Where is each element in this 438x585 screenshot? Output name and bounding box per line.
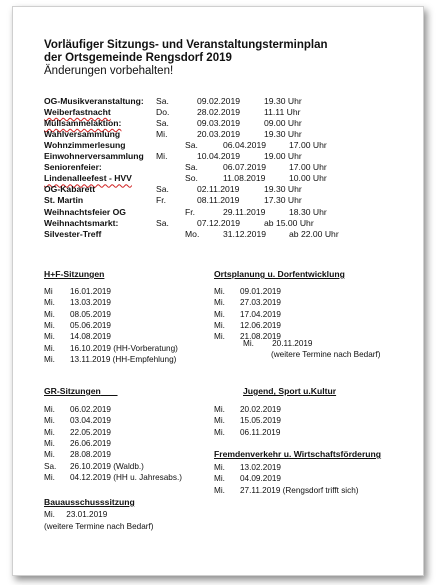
op-row-day: Mi. — [214, 332, 225, 342]
op-row-day: Mi. — [214, 309, 225, 319]
event-date: 09.02.2019 — [197, 96, 241, 106]
op-row — [214, 286, 281, 297]
gr-row — [44, 449, 111, 460]
event-date: 06.04.2019 — [223, 140, 267, 151]
event-day: Sa. — [156, 217, 169, 228]
event-time: 18.30 Uhr — [289, 206, 327, 217]
op-row-text: 27.03.2019 — [240, 298, 281, 308]
gr-row-text: 28.08.2019 — [70, 450, 111, 460]
event-name-text: Wahlversammlung — [44, 129, 121, 140]
hf-row-day: Mi. — [44, 343, 55, 353]
event-date: 02.11.2019 — [197, 184, 240, 195]
jsk-row — [214, 415, 281, 426]
gr-row-day: Mi. — [44, 405, 55, 414]
document-title-line2: der Ortsgemeinde Rengsdorf 2019 — [44, 52, 232, 64]
fvw-row-text: 27.11.2019 (Rengsdorf trifft sich) — [240, 485, 359, 495]
gr-row-day: Mi. — [44, 416, 55, 426]
op-row-text: 12.06.2019 — [240, 321, 281, 331]
hf-row — [44, 331, 111, 342]
ba-note: (weitere Termine nach Bedarf) — [44, 522, 154, 531]
fvw-row-text: 04.09.2019 — [240, 474, 281, 484]
event-time: 09.00 Uhr — [264, 118, 302, 129]
op-row-day: Mi. — [214, 287, 225, 296]
op-row-day: Mi. — [214, 298, 225, 308]
op-row — [214, 297, 281, 308]
gr-section-title: GR-Sitzungen — [44, 386, 101, 396]
event-time: 19.30 Uhr — [264, 184, 302, 195]
hf-row — [44, 309, 111, 320]
event-date: 20.03.2019 — [197, 129, 241, 140]
jsk-row-day: Mi. — [214, 416, 225, 426]
event-name-text: Weiberfastnacht — [44, 107, 111, 118]
event-day: Sa. — [185, 162, 198, 173]
gr-row-day: Mi. — [44, 427, 55, 437]
op-extra-date: Mi. 20.11.2019 — [243, 339, 313, 348]
hf-row-text: 14.08.2019 — [70, 332, 111, 342]
gr-row — [44, 427, 111, 438]
event-name-text: OG-Musikveranstaltung: — [44, 96, 144, 106]
event-name-text: Wohnzimmerlesung — [44, 140, 126, 151]
ba-section-title: Bauausschusssitzung — [44, 497, 135, 507]
op-row-text: 17.04.2019 — [240, 309, 281, 319]
gr-row-day: Mi. — [44, 473, 55, 483]
event-date: 11.08.2019 — [223, 173, 266, 184]
hf-row-day: Mi. — [44, 355, 55, 365]
event-date: 06.07.2019 — [223, 162, 267, 173]
event-date: 08.11.2019 — [197, 195, 240, 206]
hf-row — [44, 354, 176, 365]
gr-row-text: 06.02.2019 — [70, 405, 111, 414]
op-row — [214, 309, 281, 320]
fvw-row-text: 13.02.2019 — [240, 463, 281, 472]
fvw-row — [214, 485, 358, 496]
event-time: ab 15.00 Uhr — [264, 217, 314, 228]
fvw-row-day: Mi. — [214, 485, 225, 495]
gr-row-day: Sa. — [44, 461, 57, 471]
fvw-row — [214, 473, 281, 484]
event-name — [44, 195, 83, 206]
event-day: Sa. — [156, 96, 169, 106]
event-name — [44, 218, 118, 229]
event-name-text: St. Martin — [44, 195, 84, 206]
event-date: 09.03.2019 — [197, 118, 241, 129]
event-date: 07.12.2019 — [197, 217, 241, 228]
event-day: Mi. — [156, 151, 168, 162]
gr-row-text: 04.12.2019 (HH u. Jahresabs.) — [70, 473, 182, 483]
event-name — [44, 151, 144, 162]
hf-row-text: 16.10.2019 (HH-Vorberatung) — [70, 343, 178, 353]
jsk-section-title: Jugend, Sport u.Kultur — [243, 386, 337, 396]
hf-row — [44, 320, 111, 331]
event-name — [44, 107, 111, 118]
event-time: 19.30 Uhr — [264, 129, 302, 140]
op-row-text: 21.08.2019 — [240, 332, 281, 342]
event-name-text: Silvester-Treff — [44, 228, 102, 239]
ba-date: Mi. 23.01.2019 — [44, 510, 108, 519]
event-name-text: Weihnachtsfeier OG — [44, 206, 126, 217]
hf-row-text: 13.11.2019 (HH-Empfehlung) — [70, 355, 177, 365]
op-row-day: Mi. — [214, 321, 225, 331]
fvw-row-day: Mi. — [214, 463, 225, 472]
gr-row — [44, 415, 111, 426]
gr-row — [44, 404, 111, 415]
event-time: 19.00 Uhr — [264, 151, 302, 162]
jsk-row — [214, 404, 281, 415]
event-day: Sa. — [185, 140, 198, 151]
jsk-row-text: 15.05.2019 — [240, 416, 281, 426]
event-name — [44, 129, 120, 140]
event-name-text: Weihnachtsmarkt: — [44, 217, 119, 228]
event-date: 10.04.2019 — [197, 151, 241, 162]
event-name-text: Müllsammelaktion: — [44, 118, 122, 129]
event-time: 17.30 Uhr — [264, 195, 302, 206]
event-name — [44, 162, 102, 173]
gr-row — [44, 461, 144, 472]
op-section-title: Ortsplanung u. Dorfentwicklung — [214, 269, 345, 279]
event-day: So. — [185, 173, 198, 184]
document-title-line1: Vorläufiger Sitzungs- und Veranstaltungsterminplan — [44, 39, 328, 51]
hf-row — [44, 343, 178, 354]
event-day: Fr. — [185, 206, 196, 217]
event-day: Mo. — [185, 228, 200, 239]
jsk-row-day: Mi. — [214, 405, 225, 414]
hf-row-day: Mi. — [44, 309, 55, 319]
event-name — [44, 96, 144, 107]
gr-row-text: 26.06.2019 — [70, 439, 111, 449]
fvw-section-title: Fremdenverkehr u. Wirtschaftsförderung — [214, 449, 382, 459]
event-day: Mi. — [156, 129, 168, 140]
event-time: ab 22.00 Uhr — [289, 228, 339, 239]
event-name-text: Lindenalleefest - HVV — [44, 173, 132, 184]
fvw-row-day: Mi. — [214, 474, 225, 484]
event-name-text: OG-Kabarett — [44, 184, 96, 195]
jsk-row-day: Mi. — [214, 427, 225, 437]
event-day: Sa. — [156, 118, 169, 129]
gr-row-text: 26.10.2019 (Waldb.) — [70, 461, 144, 471]
event-time: 17.00 Uhr — [289, 140, 327, 151]
event-name — [44, 184, 95, 195]
event-date: 28.02.2019 — [197, 107, 241, 118]
hf-section-title: H+F-Sitzungen — [44, 269, 105, 279]
event-name — [44, 118, 121, 129]
jsk-row-text: 20.02.2019 — [240, 405, 281, 414]
jsk-row-text: 06.11.2019 — [240, 427, 281, 437]
hf-row-day: Mi. — [44, 321, 55, 331]
event-day: Sa. — [156, 184, 169, 195]
event-name — [44, 173, 132, 184]
gr-row — [44, 438, 111, 449]
hf-row — [44, 297, 111, 308]
op-row — [214, 320, 281, 331]
event-name — [44, 229, 101, 240]
document-page — [12, 6, 424, 576]
hf-row-text: 13.03.2019 — [70, 298, 111, 308]
hf-row — [44, 286, 111, 297]
event-time: 17.00 Uhr — [289, 162, 327, 173]
hf-row-text: 08.05.2019 — [70, 309, 111, 319]
gr-row-day: Mi. — [44, 439, 55, 449]
hf-row-text: 05.06.2019 — [70, 321, 111, 331]
hf-row-day: Mi — [44, 287, 53, 296]
op-note: (weitere Termine nach Bedarf) — [271, 350, 381, 359]
event-time: 19.30 Uhr — [264, 96, 302, 106]
event-day: Do. — [156, 107, 170, 118]
event-day: Fr. — [156, 195, 167, 206]
event-time: 10.00 Uhr — [289, 173, 327, 184]
jsk-row — [214, 427, 280, 438]
event-name — [44, 207, 126, 218]
event-date: 31.12.2019 — [223, 228, 267, 239]
gr-row — [44, 472, 182, 483]
event-time: 11.11 Uhr — [264, 107, 301, 118]
event-date: 29.11.2019 — [223, 206, 266, 217]
document-subtitle: Änderungen vorbehalten! — [44, 65, 174, 77]
fvw-row — [214, 462, 281, 473]
gr-row-text: 03.04.2019 — [70, 416, 111, 426]
gr-row-day: Mi. — [44, 450, 55, 460]
hf-row-text: 16.01.2019 — [70, 287, 111, 296]
event-name-text: Seniorenfeier: — [44, 162, 102, 173]
event-name-text: Einwohnerversammlung — [44, 151, 144, 162]
event-name — [44, 140, 126, 151]
gr-row-text: 22.05.2019 — [70, 427, 111, 437]
op-row-text: 09.01.2019 — [240, 287, 281, 296]
hf-row-day: Mi. — [44, 332, 55, 342]
hf-row-day: Mi. — [44, 298, 55, 308]
